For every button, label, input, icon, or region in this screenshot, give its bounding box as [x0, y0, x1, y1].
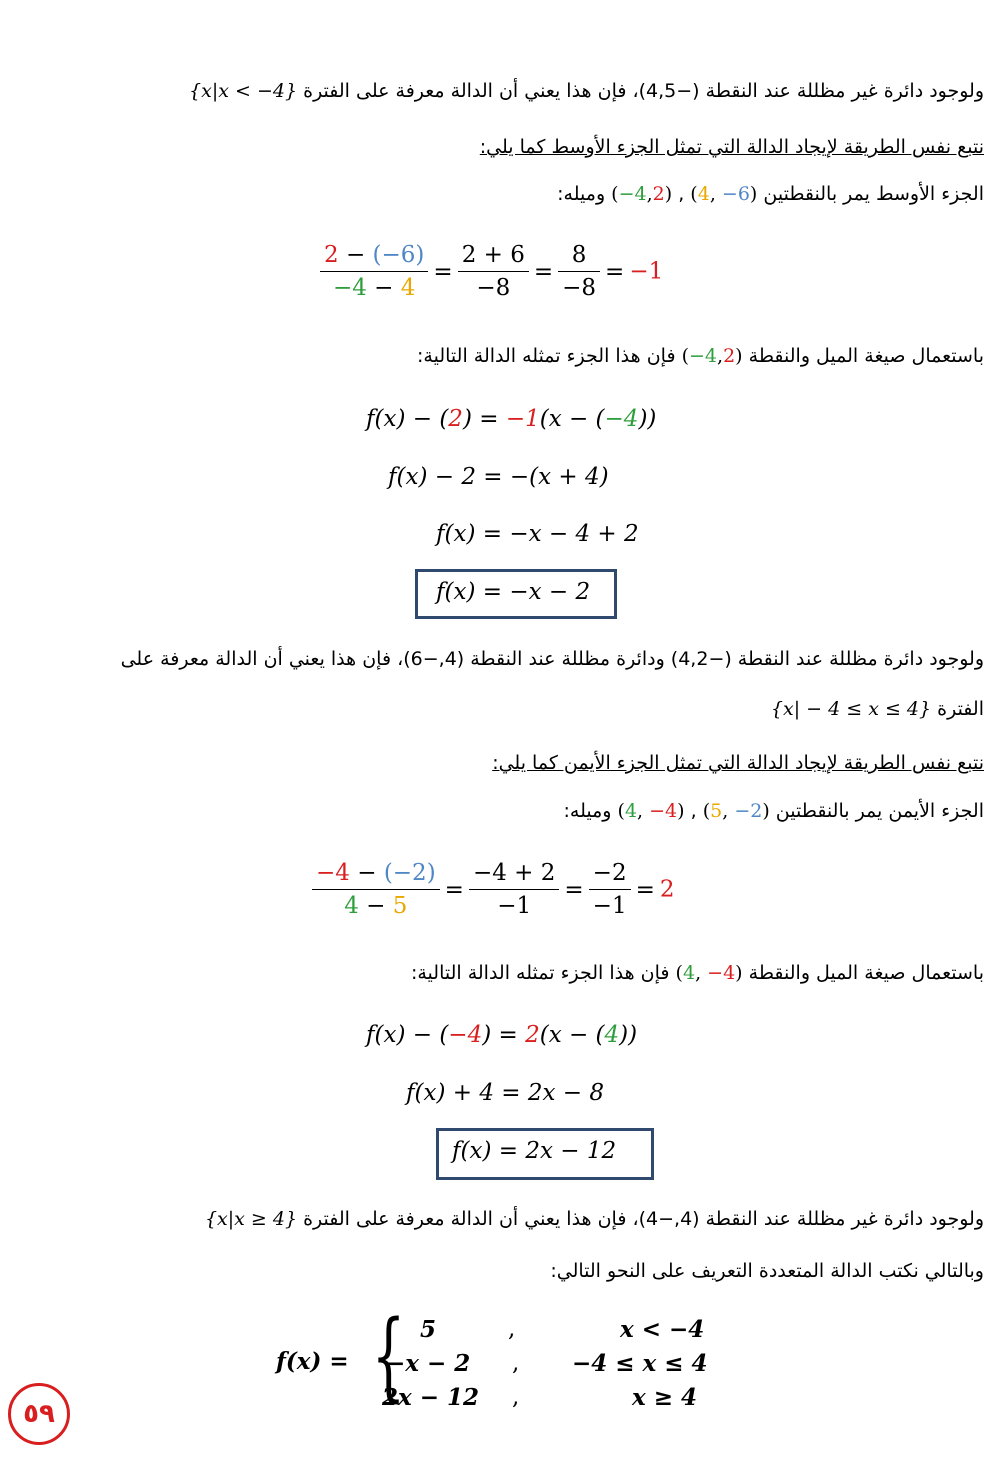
middle-part-points: الجزء الأوسط يمر بالنقطتين (−4,2) , (4, −6) وميله: [557, 183, 984, 205]
paragraph-conclusion: وبالتالي نكتب الدالة المتعددة التعريف على النحو التالي: [550, 1260, 984, 1282]
interval-right: {x|x ≥ 4} [204, 1208, 298, 1230]
eq-y-value: 2 [448, 406, 463, 432]
slope-num-y1: −4 [316, 860, 350, 886]
frac2-num: −4 + 2 [472, 860, 556, 886]
intro-text-b: فإن هذا الجزء تمثله الدالة التالية: [417, 345, 676, 367]
intro-point-x: 4 [682, 962, 696, 984]
point-a-y: 2 [652, 183, 665, 205]
intro-text-b: فإن هذا الجزء تمثله الدالة التالية: [410, 962, 670, 984]
paragraph-open-circle-right [205, 1208, 984, 1230]
eq-part: )) [619, 1022, 638, 1048]
eq-part: ) = [482, 1022, 526, 1048]
slope-num-y2: (−2) [383, 860, 436, 886]
point-a: (−4,2) [611, 183, 673, 205]
piecewise-function [276, 1300, 736, 1416]
intro-text-a: باستعمال صيغة الميل والنقطة [748, 962, 984, 984]
slope-fraction-2 [469, 860, 559, 919]
slope-num-y2: (−6) [372, 242, 425, 268]
row-expression: −x − 2 [386, 1350, 471, 1377]
slope-calculation-right: $\frac{-4 - (-2)}{4 - 5}$ = $\frac{-4 + 2}{-1}$ = $\frac{-2}{-1}$ = 2 [312, 860, 675, 919]
row-separator: , [512, 1350, 520, 1376]
left-brace: { [371, 1300, 406, 1412]
slope-result: 2 [659, 876, 675, 903]
paragraph-text: الفترة [937, 698, 984, 720]
row-separator: , [508, 1316, 516, 1342]
point-b-x: 5 [710, 800, 723, 822]
interval-left: {x|x < −4} [189, 80, 298, 102]
point-b-x: 4 [697, 183, 710, 205]
row-expression: 2x − 12 [382, 1384, 480, 1411]
equation-result-middle: f(x) = −x − 2 [436, 579, 591, 605]
frac2-den: −8 [458, 271, 529, 301]
eq-part: f(x) − ( [366, 406, 449, 432]
row-condition: x < −4 [620, 1316, 705, 1343]
eq-slope-value: 2 [525, 1022, 540, 1048]
point-slope-intro-middle [417, 345, 984, 367]
equation-line-1 [366, 406, 656, 432]
paragraph-text: ولوجود دائرة غير مظللة عند النقطة (4,−4)، فإن هذا يعني أن الدالة معرفة على الفترة [303, 1208, 984, 1230]
slope-fraction-2 [458, 242, 529, 301]
eq-part: f(x) − ( [366, 1022, 449, 1048]
eq-x-value: 4 [604, 1022, 620, 1048]
frac3-num: 8 [571, 242, 587, 268]
piecewise-lhs: f(x) = [276, 1348, 349, 1375]
point-b-y: −6 [721, 183, 750, 205]
points-prefix: الجزء الأيمن يمر بالنقطتين [775, 800, 984, 822]
intro-text-a: باستعمال صيغة الميل والنقطة [748, 345, 984, 367]
slope-fraction-3 [558, 242, 600, 301]
slope-num-y1: 2 [324, 242, 339, 268]
eq-part: (x − ( [539, 406, 605, 432]
frac3-num: −2 [592, 860, 627, 886]
point-a-x: 4 [624, 800, 638, 822]
slope-den-x2: 5 [392, 893, 408, 919]
equation-line-3: f(x) = −x − 4 + 2 [436, 521, 639, 547]
points-prefix: الجزء الأوسط يمر بالنقطتين [763, 183, 984, 205]
intro-point-x: −4 [689, 345, 718, 367]
paragraph-text: ولوجود دائرة غير مظللة عند النقطة (−4,5)، فإن هذا يعني أن الدالة معرفة على الفترة [303, 80, 984, 102]
eq-part: ) = [462, 406, 506, 432]
right-part-points: الجزء الأيمن يمر بالنقطتين (4, −4) , (5, −2) وميله: [563, 800, 984, 822]
slope-den-x1: −4 [332, 275, 367, 301]
slope-den-x2: 4 [400, 275, 416, 301]
point-b: (5, −2) [702, 800, 770, 822]
intro-point-y: −4 [707, 962, 736, 984]
intro-point-y: 2 [723, 345, 736, 367]
point-a: (4, −4) [617, 800, 685, 822]
points-suffix: وميله: [557, 183, 606, 205]
intro-point: (4, −4) [675, 962, 743, 984]
equation-result-right: f(x) = 2x − 12 [452, 1138, 617, 1164]
row-expression: 5 [420, 1316, 437, 1343]
slope-fraction-1: $\frac{-4 - (-2)}{4 - 5}$ [312, 860, 440, 919]
slope-result: −1 [629, 258, 664, 285]
heading-right-part: نتبع نفس الطريقة لإيجاد الدالة التي تمثل الجزء الأيمن كما يلي: [492, 752, 984, 774]
frac3-den: −8 [558, 271, 600, 301]
equation-line-2: f(x) + 4 = 2x − 8 [406, 1080, 604, 1106]
eq-x-value: −4 [604, 406, 639, 432]
paragraph-closed-circles: ولوجود دائرة مظللة عند النقطة (−4,2) ودائرة مظللة عند النقطة (4,−6)، فإن هذا يعني أن الدالة معرفة على [120, 648, 984, 670]
equation-line-2: f(x) − 2 = −(x + 4) [388, 464, 609, 490]
paragraph-closed-circles-line2 [771, 698, 984, 720]
eq-part: )) [638, 406, 657, 432]
point-a-y: −4 [649, 800, 678, 822]
eq-y-value: −4 [448, 1022, 483, 1048]
point-b: (4, −6) [690, 183, 758, 205]
paragraph-open-circle-left [189, 80, 984, 102]
point-a-x: −4 [618, 183, 647, 205]
eq-slope-value: −1 [505, 406, 540, 432]
frac3-den: −1 [589, 889, 631, 919]
row-condition: x ≥ 4 [632, 1384, 698, 1411]
page-number: ٥٩ [23, 1399, 55, 1429]
points-suffix: وميله: [563, 800, 612, 822]
equation-line-1 [366, 1022, 637, 1048]
eq-part: (x − ( [539, 1022, 605, 1048]
frac2-num: 2 + 6 [461, 242, 525, 268]
row-condition: −4 ≤ x ≤ 4 [572, 1350, 708, 1377]
page-number-badge [8, 1383, 70, 1445]
point-b-y: −2 [734, 800, 763, 822]
intro-point: (−4,2) [681, 345, 743, 367]
slope-calculation-middle: $\frac{2 - (-6)}{-4 - 4}$ = $\frac{2 + 6}{-8}$ = $\frac{8}{-8}$ = −1 [320, 242, 663, 301]
row-separator: , [512, 1384, 520, 1410]
point-slope-intro-right [411, 962, 984, 984]
frac2-den: −1 [469, 889, 559, 919]
slope-fraction-1: $\frac{2 - (-6)}{-4 - 4}$ [320, 242, 428, 301]
slope-fraction-3 [589, 860, 631, 919]
heading-middle-part: نتبع نفس الطريقة لإيجاد الدالة التي تمثل الجزء الأوسط كما يلي: [479, 136, 984, 158]
slope-den-x1: 4 [344, 893, 359, 919]
interval-middle: {x| − 4 ≤ x ≤ 4} [770, 698, 932, 720]
